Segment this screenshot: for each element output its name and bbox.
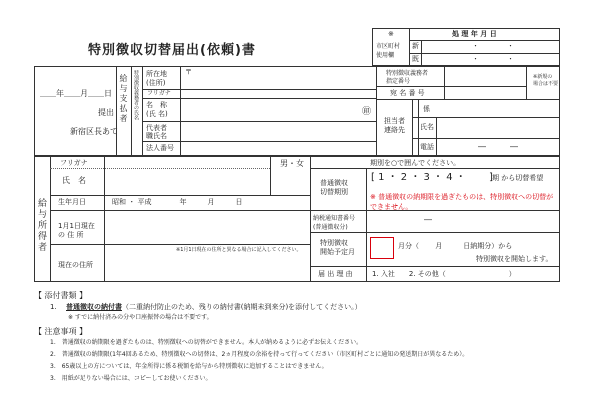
payer-side-note: 特別徴収義務者の氏名 — [133, 70, 139, 120]
start-month-label: 特別徴収 開始予定月 — [320, 239, 355, 256]
employee-name-field[interactable] — [106, 170, 268, 192]
seal-mark: ㊞ — [362, 107, 372, 117]
attachment-bold: 普通徴収の納付書 — [66, 303, 122, 311]
address-field[interactable] — [181, 77, 377, 87]
period-instruction: 期別を○で囲んでください。 — [370, 159, 461, 167]
birth-label: 生年月日 — [58, 198, 86, 206]
new-date-field[interactable]: ・ ・ — [472, 42, 514, 50]
employee-furigana-label: フリガナ — [60, 159, 88, 167]
contact-label: 担当者 連絡先 — [384, 117, 405, 134]
existing-label: 既 — [412, 55, 419, 63]
submit-label: 提出 — [98, 108, 114, 117]
note-item: 1. 普通徴収の納期限を過ぎたものは、特別徴収への切替ができません。本人が納めるように必ずお伝えください。 — [50, 339, 363, 346]
new-label: 新 — [412, 42, 419, 50]
jan1-address-label: 1月1日現在 の 住 所 — [58, 222, 95, 239]
form-title: 特別徴収切替届出(依頼)書 — [88, 43, 256, 58]
notes-title: 【 注意事項 】 — [34, 327, 88, 336]
city-use-label: 市区町村 使用欄 — [376, 43, 401, 59]
employee-name-label: 氏 名 — [62, 176, 86, 185]
representative-label: 代表者 職氏名 — [146, 124, 167, 140]
gender-options[interactable]: 男・女 — [280, 159, 304, 168]
phone-label: 電話 — [420, 143, 434, 151]
period-suffix: 期 から切替希望 — [492, 174, 544, 182]
start-month-tail: 特別徴収を開始します。 — [476, 255, 553, 263]
submit-date-field[interactable]: ＿＿年＿＿月＿＿日 — [40, 89, 112, 98]
current-address-note: ※1月1日現在の住所と異なる場合に記入してください。 — [176, 247, 302, 253]
start-month-value: 月分（ 月 日納期分）から — [398, 242, 513, 250]
attachment-note: ※ すでに納付済みの分や口座振替の場合は不要です。 — [68, 314, 213, 321]
corp-no-label: 法人番号 — [146, 144, 174, 152]
phone-field[interactable]: ― ― — [478, 142, 518, 151]
payer-name-label: 名 称 (氏 名) — [146, 101, 168, 118]
attachment-rest: （二重納付防止のため、残りの納付書(納期未到来分)を添付してください。） — [122, 303, 362, 311]
current-address-field[interactable] — [106, 256, 308, 280]
payer-furigana-label: フリガナ — [147, 90, 171, 97]
birth-date-field[interactable]: 昭和 ・ 平成 年 月 日 — [112, 198, 243, 206]
obligor-no-label: 特別徴収義務者 指定番号 — [386, 70, 429, 85]
attachments-title: 【 添付書類 】 — [34, 291, 88, 300]
city-mark: ※ — [388, 30, 394, 38]
note-item: 3. 用紙が足りない場合には、コピーしてお使いください。 — [50, 375, 212, 382]
reason-label: 届 出 理 由 — [318, 270, 353, 278]
attachment-number: 1. — [50, 303, 57, 311]
note-item: 3. 65歳以上の方については、年金所得に係る税額を給与から特別徴収に追加することはできません。 — [50, 363, 328, 370]
addressee-label: 新宿区長あて — [70, 127, 118, 136]
period-warning: ※ 普通徴収の納期限を過ぎたものは、特別徴収への切替ができません。 — [370, 193, 554, 211]
employee-vertical-label: 給与所得者 — [36, 198, 46, 253]
payer-name-field[interactable] — [181, 100, 361, 120]
payer-vertical-label: 給与支払者 — [119, 74, 128, 124]
existing-date-field[interactable]: ・ ・ — [472, 55, 514, 63]
address-label: 所在地 (住所) — [146, 70, 167, 87]
corp-no-field[interactable] — [181, 142, 376, 155]
postal-mark: 〒 — [185, 68, 192, 76]
start-month-input[interactable] — [370, 237, 394, 259]
note-item: 2. 普通徴収の納期限(1年4回あるため、特別徴収への切替は、2ヵ月程度の余裕を持って行ってください（市区町村ごとに通知の発送期日が異なるため）。 — [50, 351, 469, 358]
current-address-label: 現在の住所 — [58, 261, 93, 269]
processing-date-label: 処 理 年 月 日 — [452, 30, 497, 38]
notice-no-label: 納税通知書番号 (普通徴収分) — [313, 215, 356, 231]
new-case-note: ※新規の 場合は不要 — [533, 74, 559, 87]
notice-no-field[interactable]: ― — [424, 215, 432, 224]
period-options[interactable]: [ 1 ・ 2 ・ 3 ・ 4 ・ ] — [371, 172, 493, 183]
address-no-label: 宛 名 番 号 — [390, 89, 425, 97]
period-label: 普通徴収 切替期別 — [320, 179, 348, 196]
person-label: 氏名 — [420, 123, 434, 131]
jan1-address-field[interactable] — [106, 212, 308, 242]
reason-options[interactable]: 1. 入社 2. その他（ ） — [372, 270, 516, 278]
dept-label: 係 — [423, 105, 430, 113]
